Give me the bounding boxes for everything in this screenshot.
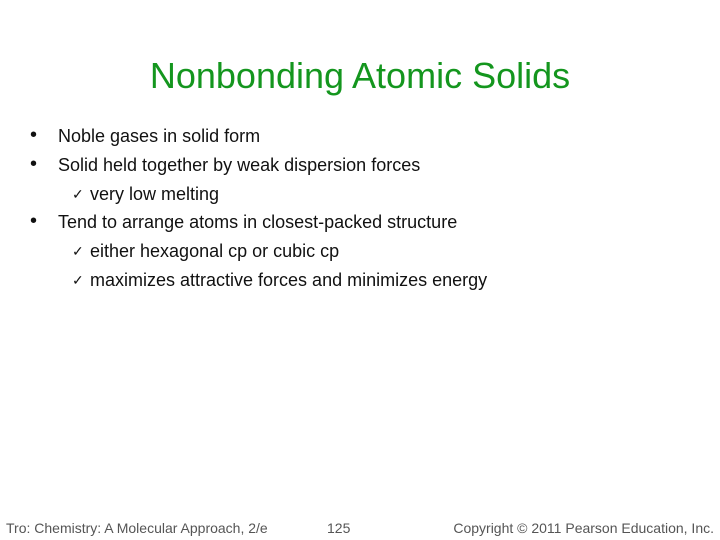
bullet-text: Tend to arrange atoms in closest-packed structure <box>58 212 458 232</box>
checkmark-icon: ✓ <box>72 272 84 288</box>
sub-bullet-item <box>0 239 720 263</box>
bullet-item <box>0 153 720 177</box>
checkmark-icon: ✓ <box>72 186 84 202</box>
bullet-icon: • <box>30 124 38 146</box>
bullet-item <box>0 124 720 148</box>
bullet-item <box>0 210 720 234</box>
footer-source: Tro: Chemistry: A Molecular Approach, 2/e <box>6 520 268 536</box>
footer-page-number: 125 <box>327 520 351 536</box>
sub-bullet-text: maximizes attractive forces and minimizes energy <box>90 270 488 290</box>
checkmark-icon: ✓ <box>72 243 84 259</box>
footer-copyright: Copyright © 2011 Pearson Education, Inc. <box>453 520 714 536</box>
sub-bullet-item <box>0 268 720 292</box>
sub-bullet-text: very low melting <box>90 184 220 204</box>
bullet-icon: • <box>30 153 38 175</box>
sub-bullet-text: either hexagonal cp or cubic cp <box>90 241 340 261</box>
slide-title: Nonbonding Atomic Solids <box>149 55 571 96</box>
bullet-text: Solid held together by weak dispersion forces <box>58 155 421 175</box>
bullet-text: Noble gases in solid form <box>58 126 261 146</box>
bullet-icon: • <box>30 210 38 232</box>
sub-bullet-item <box>0 182 720 206</box>
